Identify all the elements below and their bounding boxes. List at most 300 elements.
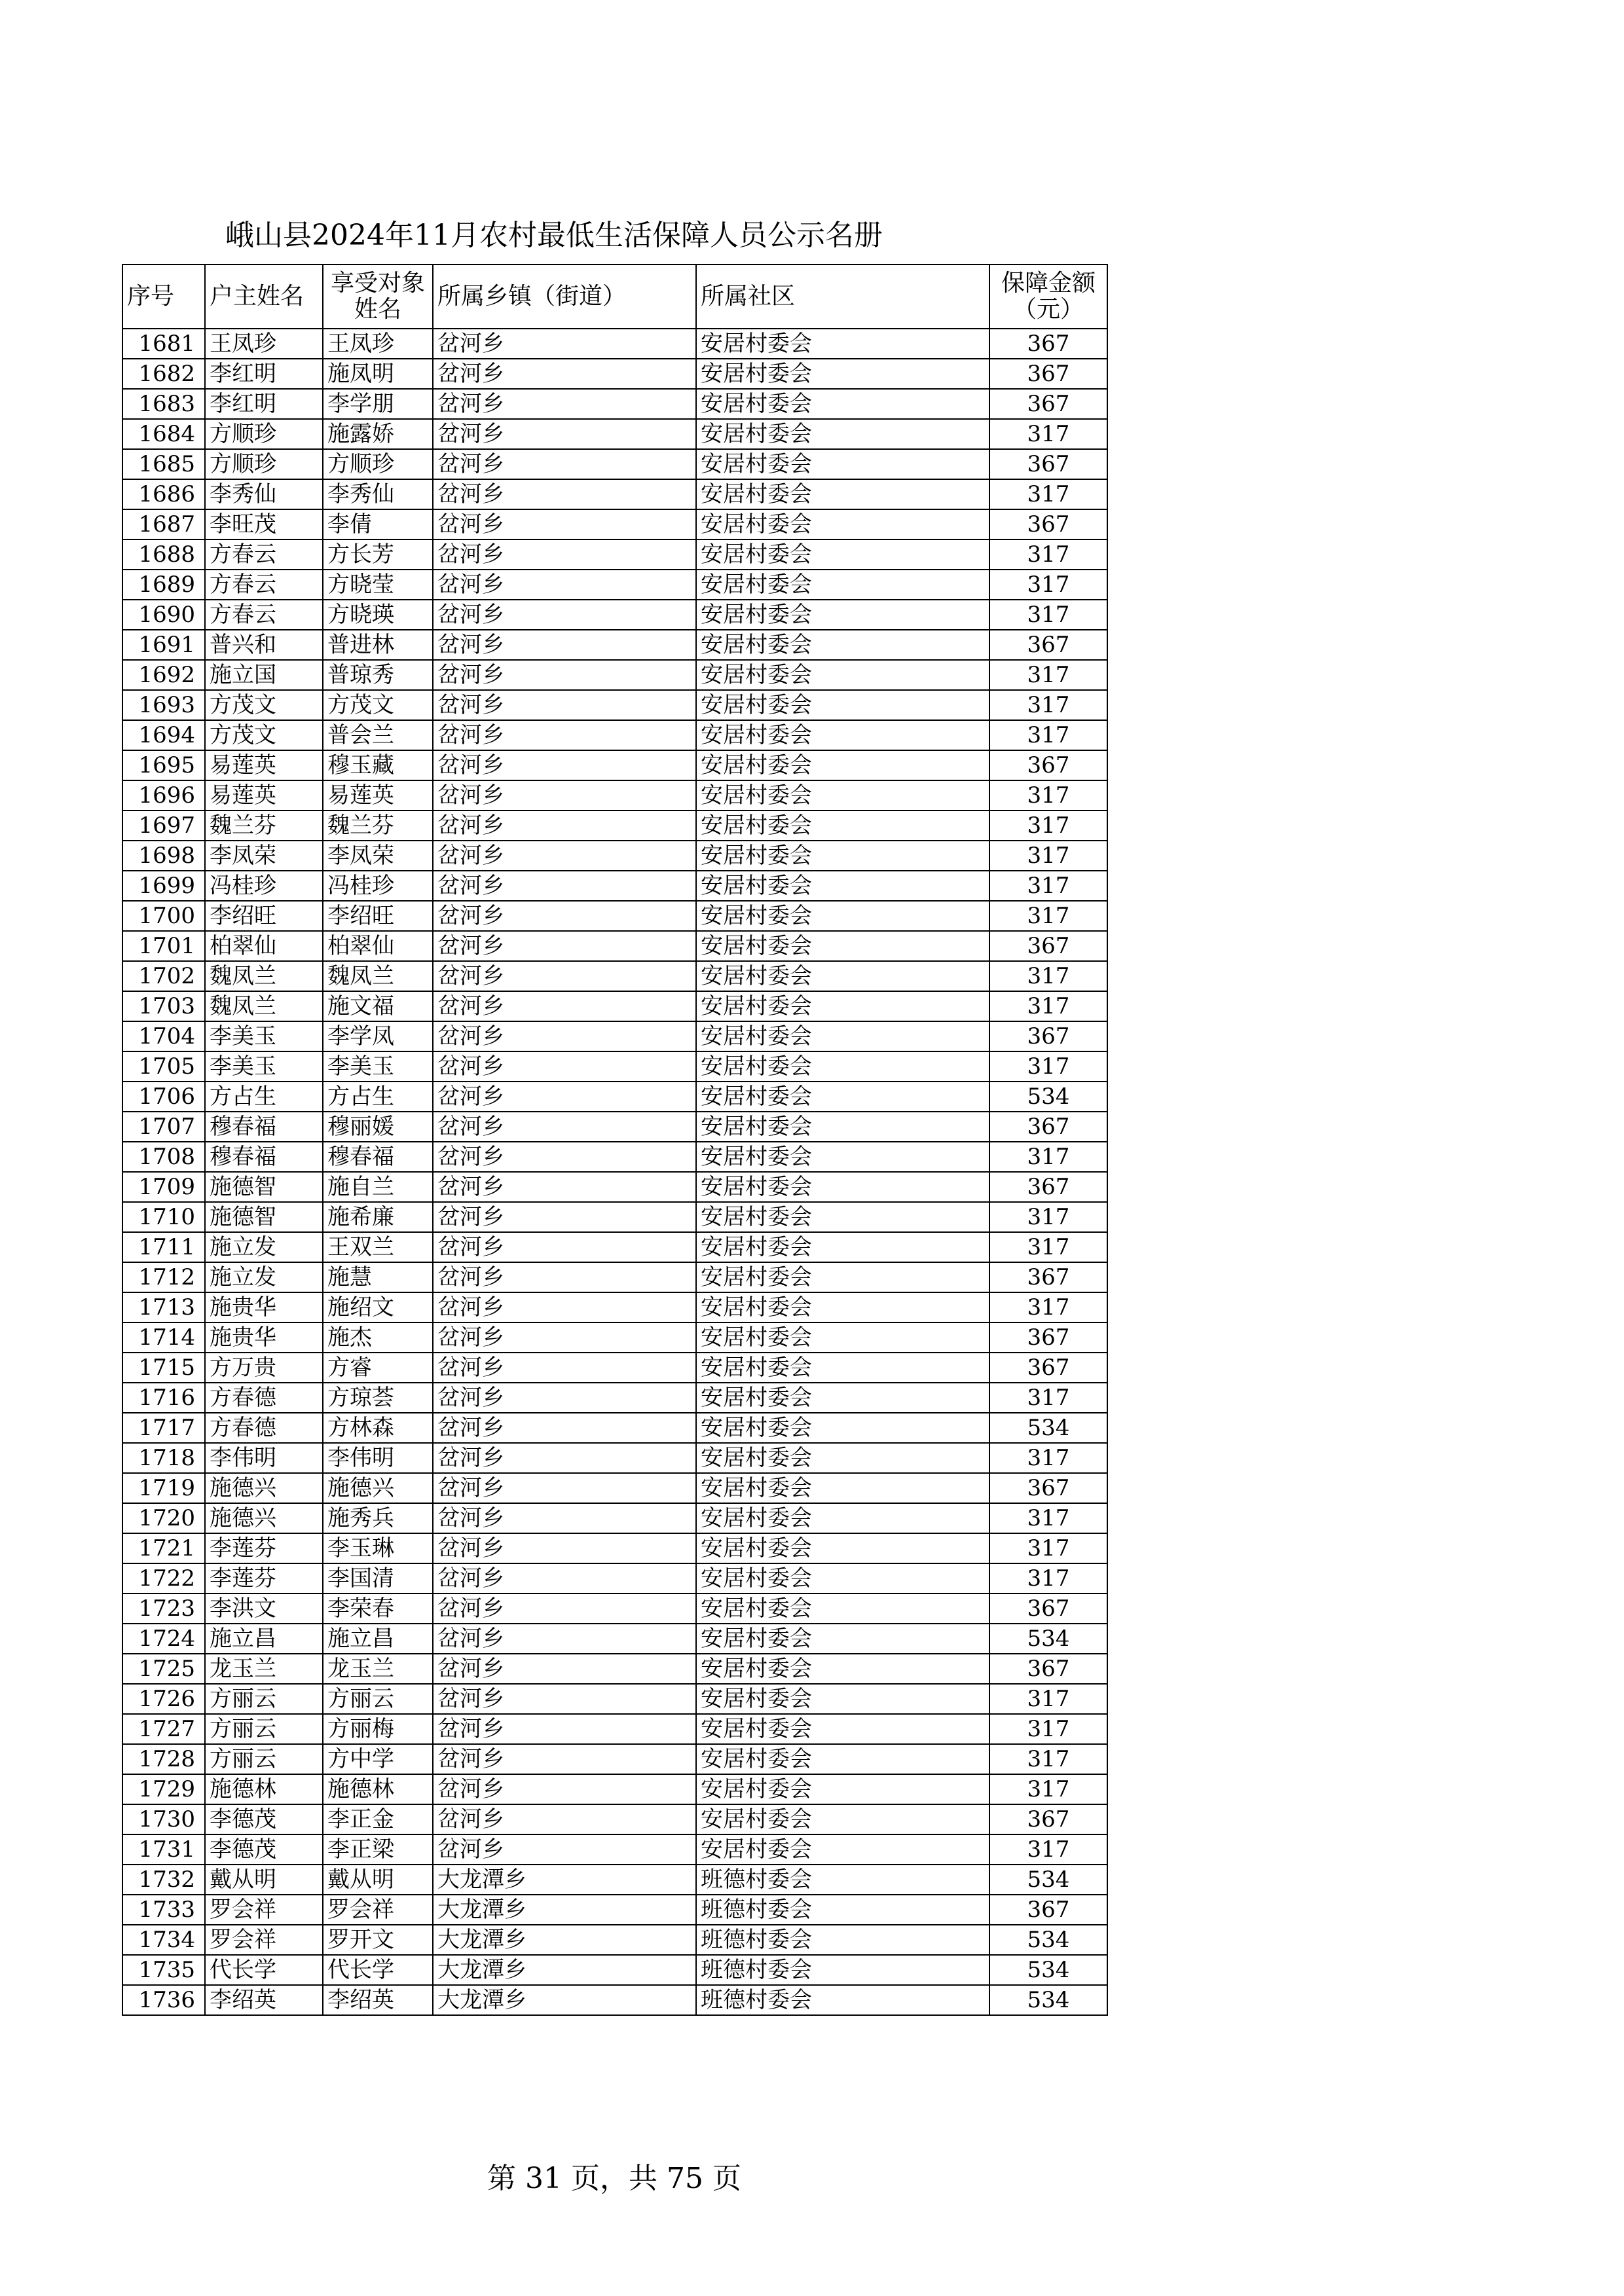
cell-seq: 1730 [122, 1804, 205, 1834]
cell-community: 安居村委会 [696, 1202, 989, 1232]
cell-beneficiary: 李绍英 [323, 1985, 433, 2015]
table-row [122, 1925, 1107, 1955]
cell-seq: 1695 [122, 750, 205, 780]
cell-amount: 317 [989, 1533, 1107, 1563]
cell-household-head: 魏兰芬 [205, 811, 323, 841]
cell-beneficiary: 李美玉 [323, 1051, 433, 1082]
cell-township: 岔河乡 [433, 1383, 696, 1413]
cell-community: 安居村委会 [696, 359, 989, 389]
cell-amount: 367 [989, 1112, 1107, 1142]
cell-township: 岔河乡 [433, 750, 696, 780]
cell-township: 岔河乡 [433, 841, 696, 871]
table-row [122, 750, 1107, 780]
cell-beneficiary: 罗开文 [323, 1925, 433, 1955]
cell-township: 岔河乡 [433, 1774, 696, 1804]
table-row [122, 1804, 1107, 1834]
cell-seq: 1708 [122, 1142, 205, 1172]
cell-seq: 1707 [122, 1112, 205, 1142]
cell-township: 岔河乡 [433, 1804, 696, 1834]
cell-household-head: 方春德 [205, 1383, 323, 1413]
table-row [122, 329, 1107, 359]
cell-community: 安居村委会 [696, 1413, 989, 1443]
table-row [122, 1021, 1107, 1051]
cell-amount: 367 [989, 329, 1107, 359]
table-row [122, 1443, 1107, 1473]
cell-beneficiary: 魏兰芬 [323, 811, 433, 841]
cell-amount: 367 [989, 1654, 1107, 1684]
cell-community: 安居村委会 [696, 1774, 989, 1804]
cell-household-head: 冯桂珍 [205, 871, 323, 901]
cell-beneficiary: 普会兰 [323, 720, 433, 750]
cell-beneficiary: 李荣春 [323, 1594, 433, 1624]
cell-beneficiary: 魏凤兰 [323, 961, 433, 991]
cell-township: 岔河乡 [433, 1654, 696, 1684]
cell-township: 岔河乡 [433, 1322, 696, 1353]
table-row [122, 1834, 1107, 1865]
cell-beneficiary: 方顺珍 [323, 449, 433, 479]
cell-township: 岔河乡 [433, 811, 696, 841]
cell-community: 安居村委会 [696, 1684, 989, 1714]
header-seq: 序号 [122, 264, 205, 329]
cell-seq: 1726 [122, 1684, 205, 1714]
cell-amount: 317 [989, 1383, 1107, 1413]
cell-community: 安居村委会 [696, 329, 989, 359]
table-row [122, 1624, 1107, 1654]
header-household-head: 户主姓名 [205, 264, 323, 329]
cell-seq: 1698 [122, 841, 205, 871]
cell-household-head: 李莲芬 [205, 1563, 323, 1594]
cell-amount: 317 [989, 1443, 1107, 1473]
cell-seq: 1706 [122, 1082, 205, 1112]
cell-community: 安居村委会 [696, 1834, 989, 1865]
cell-community: 班德村委会 [696, 1895, 989, 1925]
cell-amount: 534 [989, 1925, 1107, 1955]
cell-beneficiary: 施露娇 [323, 419, 433, 449]
cell-amount: 534 [989, 1082, 1107, 1112]
page-footer: 第 31 页，共 75 页 [487, 2162, 741, 2195]
cell-beneficiary: 方琼荟 [323, 1383, 433, 1413]
cell-community: 安居村委会 [696, 1563, 989, 1594]
cell-community: 安居村委会 [696, 1443, 989, 1473]
cell-seq: 1693 [122, 690, 205, 720]
cell-seq: 1704 [122, 1021, 205, 1051]
cell-township: 岔河乡 [433, 1142, 696, 1172]
cell-community: 安居村委会 [696, 389, 989, 419]
cell-seq: 1724 [122, 1624, 205, 1654]
table-row [122, 1714, 1107, 1744]
cell-beneficiary: 李倩 [323, 509, 433, 539]
cell-community: 安居村委会 [696, 1292, 989, 1322]
cell-community: 安居村委会 [696, 931, 989, 961]
table-row [122, 1232, 1107, 1262]
cell-beneficiary: 方丽梅 [323, 1714, 433, 1744]
cell-amount: 317 [989, 1202, 1107, 1232]
cell-township: 岔河乡 [433, 389, 696, 419]
table-row [122, 539, 1107, 570]
cell-household-head: 戴从明 [205, 1865, 323, 1895]
cell-township: 岔河乡 [433, 901, 696, 931]
cell-seq: 1736 [122, 1985, 205, 2015]
cell-household-head: 方万贵 [205, 1353, 323, 1383]
cell-community: 安居村委会 [696, 1473, 989, 1503]
cell-household-head: 方春云 [205, 539, 323, 570]
table-row [122, 961, 1107, 991]
cell-seq: 1687 [122, 509, 205, 539]
cell-township: 岔河乡 [433, 1714, 696, 1744]
cell-household-head: 李美玉 [205, 1051, 323, 1082]
cell-household-head: 施立国 [205, 660, 323, 690]
cell-seq: 1727 [122, 1714, 205, 1744]
cell-township: 岔河乡 [433, 539, 696, 570]
cell-household-head: 方茂文 [205, 720, 323, 750]
cell-community: 安居村委会 [696, 660, 989, 690]
cell-community: 安居村委会 [696, 570, 989, 600]
table-row [122, 780, 1107, 811]
cell-household-head: 龙玉兰 [205, 1654, 323, 1684]
cell-beneficiary: 方睿 [323, 1353, 433, 1383]
table-row [122, 1594, 1107, 1624]
cell-household-head: 施德林 [205, 1774, 323, 1804]
cell-township: 岔河乡 [433, 1112, 696, 1142]
table-row [122, 1262, 1107, 1292]
cell-household-head: 施立昌 [205, 1624, 323, 1654]
cell-beneficiary: 方丽云 [323, 1684, 433, 1714]
table-row [122, 991, 1107, 1021]
cell-household-head: 李德茂 [205, 1834, 323, 1865]
cell-household-head: 李绍英 [205, 1985, 323, 2015]
cell-household-head: 穆春福 [205, 1142, 323, 1172]
cell-township: 岔河乡 [433, 479, 696, 509]
cell-amount: 367 [989, 931, 1107, 961]
cell-household-head: 李德茂 [205, 1804, 323, 1834]
cell-seq: 1688 [122, 539, 205, 570]
cell-township: 岔河乡 [433, 449, 696, 479]
cell-beneficiary: 李正梁 [323, 1834, 433, 1865]
table-row [122, 1744, 1107, 1774]
table-row [122, 1774, 1107, 1804]
cell-township: 岔河乡 [433, 1232, 696, 1262]
cell-amount: 317 [989, 1774, 1107, 1804]
cell-amount: 317 [989, 690, 1107, 720]
cell-community: 安居村委会 [696, 1503, 989, 1533]
cell-township: 岔河乡 [433, 1624, 696, 1654]
cell-beneficiary: 施文福 [323, 991, 433, 1021]
cell-township: 岔河乡 [433, 1834, 696, 1865]
cell-amount: 367 [989, 1262, 1107, 1292]
table-row [122, 1413, 1107, 1443]
table-row [122, 479, 1107, 509]
table-row [122, 1563, 1107, 1594]
cell-household-head: 施立发 [205, 1232, 323, 1262]
cell-household-head: 易莲英 [205, 750, 323, 780]
cell-beneficiary: 穆春福 [323, 1142, 433, 1172]
cell-community: 安居村委会 [696, 991, 989, 1021]
table-row [122, 359, 1107, 389]
table-row [122, 1533, 1107, 1563]
cell-township: 岔河乡 [433, 871, 696, 901]
cell-amount: 317 [989, 570, 1107, 600]
cell-amount: 534 [989, 1985, 1107, 2015]
table-row [122, 509, 1107, 539]
roster-table [122, 264, 1108, 2016]
cell-community: 安居村委会 [696, 449, 989, 479]
cell-seq: 1690 [122, 600, 205, 630]
cell-amount: 367 [989, 359, 1107, 389]
cell-community: 安居村委会 [696, 1533, 989, 1563]
cell-seq: 1700 [122, 901, 205, 931]
cell-township: 岔河乡 [433, 1292, 696, 1322]
cell-township: 岔河乡 [433, 1684, 696, 1714]
table-row [122, 1383, 1107, 1413]
cell-amount: 534 [989, 1413, 1107, 1443]
header-community: 所属社区 [696, 264, 989, 329]
cell-community: 安居村委会 [696, 1383, 989, 1413]
cell-seq: 1701 [122, 931, 205, 961]
cell-beneficiary: 施杰 [323, 1322, 433, 1353]
cell-beneficiary: 李学凤 [323, 1021, 433, 1051]
document-title: 峨山县2024年11月农村最低生活保障人员公示名册 [225, 219, 883, 252]
cell-community: 安居村委会 [696, 1353, 989, 1383]
cell-township: 大龙潭乡 [433, 1955, 696, 1985]
table-row [122, 389, 1107, 419]
cell-township: 大龙潭乡 [433, 1895, 696, 1925]
cell-amount: 534 [989, 1624, 1107, 1654]
cell-beneficiary: 方晓莹 [323, 570, 433, 600]
table-header-row [122, 264, 1107, 329]
cell-seq: 1694 [122, 720, 205, 750]
cell-seq: 1710 [122, 1202, 205, 1232]
cell-community: 安居村委会 [696, 1082, 989, 1112]
cell-amount: 317 [989, 1563, 1107, 1594]
table-row [122, 630, 1107, 660]
cell-township: 岔河乡 [433, 329, 696, 359]
table-row [122, 690, 1107, 720]
cell-beneficiary: 施德兴 [323, 1473, 433, 1503]
table-row [122, 1955, 1107, 1985]
cell-township: 岔河乡 [433, 1744, 696, 1774]
table-row [122, 1142, 1107, 1172]
cell-beneficiary: 施凤明 [323, 359, 433, 389]
cell-seq: 1714 [122, 1322, 205, 1353]
cell-beneficiary: 李正金 [323, 1804, 433, 1834]
cell-beneficiary: 施德林 [323, 1774, 433, 1804]
table-row [122, 1322, 1107, 1353]
cell-household-head: 方顺珍 [205, 419, 323, 449]
cell-beneficiary: 李秀仙 [323, 479, 433, 509]
cell-household-head: 方顺珍 [205, 449, 323, 479]
cell-household-head: 李凤荣 [205, 841, 323, 871]
cell-township: 岔河乡 [433, 1021, 696, 1051]
cell-township: 岔河乡 [433, 1413, 696, 1443]
cell-amount: 317 [989, 479, 1107, 509]
cell-community: 安居村委会 [696, 1051, 989, 1082]
cell-household-head: 方春云 [205, 600, 323, 630]
cell-household-head: 代长学 [205, 1955, 323, 1985]
cell-community: 班德村委会 [696, 1985, 989, 2015]
cell-amount: 317 [989, 539, 1107, 570]
cell-township: 岔河乡 [433, 690, 696, 720]
cell-amount: 317 [989, 419, 1107, 449]
cell-township: 大龙潭乡 [433, 1925, 696, 1955]
cell-seq: 1718 [122, 1443, 205, 1473]
table-row [122, 1684, 1107, 1714]
cell-household-head: 穆春福 [205, 1112, 323, 1142]
cell-seq: 1728 [122, 1744, 205, 1774]
cell-seq: 1719 [122, 1473, 205, 1503]
cell-township: 大龙潭乡 [433, 1865, 696, 1895]
cell-household-head: 易莲英 [205, 780, 323, 811]
table-row [122, 871, 1107, 901]
cell-household-head: 方茂文 [205, 690, 323, 720]
cell-beneficiary: 穆玉藏 [323, 750, 433, 780]
cell-amount: 317 [989, 1684, 1107, 1714]
cell-household-head: 施德兴 [205, 1473, 323, 1503]
cell-beneficiary: 施立昌 [323, 1624, 433, 1654]
cell-township: 岔河乡 [433, 509, 696, 539]
cell-seq: 1702 [122, 961, 205, 991]
cell-household-head: 施德兴 [205, 1503, 323, 1533]
cell-household-head: 罗会祥 [205, 1925, 323, 1955]
cell-beneficiary: 李绍旺 [323, 901, 433, 931]
cell-household-head: 方丽云 [205, 1714, 323, 1744]
table-row [122, 1654, 1107, 1684]
cell-township: 岔河乡 [433, 720, 696, 750]
cell-amount: 367 [989, 1021, 1107, 1051]
cell-beneficiary: 罗会祥 [323, 1895, 433, 1925]
cell-beneficiary: 柏翠仙 [323, 931, 433, 961]
cell-beneficiary: 易莲英 [323, 780, 433, 811]
cell-household-head: 王凤珍 [205, 329, 323, 359]
cell-community: 安居村委会 [696, 1142, 989, 1172]
cell-household-head: 施德智 [205, 1202, 323, 1232]
header-beneficiary: 享受对象姓名 [323, 264, 433, 329]
cell-community: 安居村委会 [696, 1232, 989, 1262]
cell-household-head: 李伟明 [205, 1443, 323, 1473]
cell-household-head: 方春云 [205, 570, 323, 600]
cell-beneficiary: 普进林 [323, 630, 433, 660]
table-body [122, 329, 1107, 2015]
header-township: 所属乡镇（街道） [433, 264, 696, 329]
cell-household-head: 柏翠仙 [205, 931, 323, 961]
table-row [122, 841, 1107, 871]
cell-seq: 1683 [122, 389, 205, 419]
cell-amount: 534 [989, 1865, 1107, 1895]
cell-household-head: 罗会祥 [205, 1895, 323, 1925]
cell-seq: 1682 [122, 359, 205, 389]
cell-seq: 1703 [122, 991, 205, 1021]
cell-township: 岔河乡 [433, 1202, 696, 1232]
table-row [122, 419, 1107, 449]
cell-household-head: 李美玉 [205, 1021, 323, 1051]
cell-township: 岔河乡 [433, 1082, 696, 1112]
cell-beneficiary: 李学朋 [323, 389, 433, 419]
cell-amount: 317 [989, 1232, 1107, 1262]
cell-amount: 367 [989, 389, 1107, 419]
table-row [122, 1353, 1107, 1383]
cell-township: 岔河乡 [433, 1594, 696, 1624]
cell-community: 安居村委会 [696, 871, 989, 901]
cell-seq: 1717 [122, 1413, 205, 1443]
cell-community: 安居村委会 [696, 1112, 989, 1142]
table-row [122, 1865, 1107, 1895]
cell-seq: 1712 [122, 1262, 205, 1292]
cell-community: 安居村委会 [696, 780, 989, 811]
cell-community: 安居村委会 [696, 1804, 989, 1834]
cell-amount: 367 [989, 1353, 1107, 1383]
cell-beneficiary: 李国清 [323, 1563, 433, 1594]
cell-beneficiary: 方长芳 [323, 539, 433, 570]
cell-beneficiary: 方占生 [323, 1082, 433, 1112]
cell-community: 安居村委会 [696, 630, 989, 660]
cell-amount: 317 [989, 961, 1107, 991]
cell-seq: 1696 [122, 780, 205, 811]
cell-township: 岔河乡 [433, 419, 696, 449]
cell-seq: 1715 [122, 1353, 205, 1383]
cell-seq: 1686 [122, 479, 205, 509]
cell-beneficiary: 施自兰 [323, 1172, 433, 1202]
cell-seq: 1684 [122, 419, 205, 449]
cell-seq: 1711 [122, 1232, 205, 1262]
cell-household-head: 方丽云 [205, 1744, 323, 1774]
header-amount: 保障金额（元） [989, 264, 1107, 329]
table-row [122, 1503, 1107, 1533]
cell-township: 岔河乡 [433, 1473, 696, 1503]
cell-community: 安居村委会 [696, 1021, 989, 1051]
cell-township: 大龙潭乡 [433, 1985, 696, 2015]
table-row [122, 1202, 1107, 1232]
cell-township: 岔河乡 [433, 1533, 696, 1563]
cell-community: 安居村委会 [696, 419, 989, 449]
table-row [122, 1112, 1107, 1142]
cell-community: 安居村委会 [696, 1654, 989, 1684]
cell-beneficiary: 施秀兵 [323, 1503, 433, 1533]
cell-household-head: 李绍旺 [205, 901, 323, 931]
cell-seq: 1681 [122, 329, 205, 359]
cell-beneficiary: 龙玉兰 [323, 1654, 433, 1684]
cell-household-head: 方丽云 [205, 1684, 323, 1714]
cell-community: 安居村委会 [696, 600, 989, 630]
cell-amount: 367 [989, 1804, 1107, 1834]
cell-community: 安居村委会 [696, 811, 989, 841]
cell-amount: 317 [989, 1292, 1107, 1322]
cell-township: 岔河乡 [433, 1051, 696, 1082]
table-row [122, 660, 1107, 690]
cell-beneficiary: 穆丽媛 [323, 1112, 433, 1142]
table-row [122, 1172, 1107, 1202]
cell-household-head: 施德智 [205, 1172, 323, 1202]
cell-seq: 1721 [122, 1533, 205, 1563]
cell-beneficiary: 冯桂珍 [323, 871, 433, 901]
cell-beneficiary: 施慧 [323, 1262, 433, 1292]
table-row [122, 1985, 1107, 2015]
cell-seq: 1697 [122, 811, 205, 841]
cell-amount: 317 [989, 991, 1107, 1021]
cell-amount: 367 [989, 750, 1107, 780]
cell-household-head: 方春德 [205, 1413, 323, 1443]
cell-amount: 367 [989, 449, 1107, 479]
cell-community: 安居村委会 [696, 1262, 989, 1292]
cell-household-head: 方占生 [205, 1082, 323, 1112]
cell-amount: 317 [989, 1051, 1107, 1082]
cell-amount: 367 [989, 1895, 1107, 1925]
cell-household-head: 魏凤兰 [205, 961, 323, 991]
cell-amount: 317 [989, 720, 1107, 750]
cell-seq: 1692 [122, 660, 205, 690]
cell-beneficiary: 李玉琳 [323, 1533, 433, 1563]
cell-community: 安居村委会 [696, 1594, 989, 1624]
cell-township: 岔河乡 [433, 1503, 696, 1533]
cell-community: 班德村委会 [696, 1925, 989, 1955]
